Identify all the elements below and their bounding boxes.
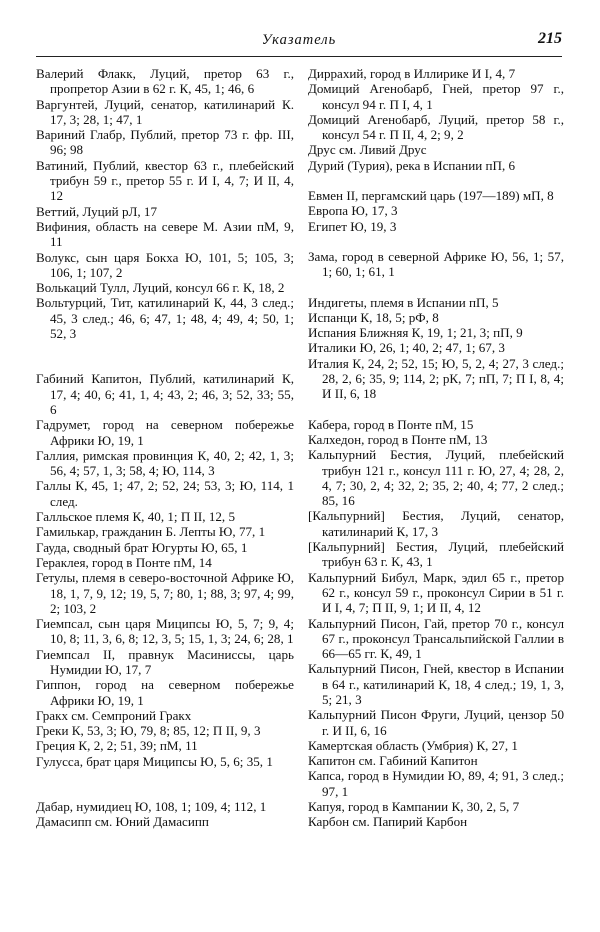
index-entry: [Кальпурний] Бестия, Луций, плебейский трибун 63 г. К, 43, 1 — [308, 539, 564, 570]
index-entry: Кальпурний Бибул, Марк, эдил 65 г., претор 62 г., консул 59 г., проконсул Сирии в 51 г. И I, 4, 7; П II, 9, 1; И II, 4, 12 — [308, 569, 564, 616]
index-entry: [Кальпурний] Бестия, Луций, сенатор, катилинарий К, 17, 3 — [308, 508, 564, 539]
index-entry: Волькаций Тулл, Луций, консул 66 г. К, 18, 2 — [36, 280, 285, 296]
index-entry: Гетулы, племя в северо-восточной Африке Ю, 18, 1, 7, 9, 12; 19, 5, 7; 80, 1; 88, 3; 97, 4; 99, 2; 103, 2 — [36, 570, 294, 616]
index-entry: Кальпурний Писон, Гай, претор 70 г., консул 67 г., проконсул Трансальпийской Галлии в 66—65 гг. К, 49, 1 — [308, 615, 564, 662]
index-entry: Габиний Капитон, Публий, катилинарий К, 17, 4; 40, 6; 41, 1, 4; 43, 2; 46, 3; 52, 33; 55, 6 — [36, 371, 294, 417]
index-entry: Европа Ю, 17, 3 — [308, 203, 398, 219]
index-entry: Греки К, 53, 3; Ю, 79, 8; 85, 12; П II, 9, 3 — [36, 723, 261, 739]
section-gap — [36, 769, 294, 799]
index-entry: Гракх см. Семпроний Гракх — [36, 707, 192, 723]
section-gap — [308, 173, 564, 188]
index-entry: Капуя, город в Кампании К, 30, 2, 5, 7 — [308, 799, 520, 815]
index-entry: Кальпурний Бестия, Луций, плебейский трибун 121 г., консул 111 г. Ю, 27, 4; 28, 2, 4, 7; 30, 2, 4; 32, 2; 35, 2; 40, 4; 77, 2 след.; 85, 16 — [308, 447, 564, 509]
index-entry: Кабера, город в Понте пМ, 15 — [308, 416, 474, 432]
index-entry: Вольтурций, Тит, катилинарий К, 44, 3 след.; 45, 3 след.; 46, 6; 47, 1; 48, 4; 49, 4; 50, 1; 52, 3 — [36, 295, 294, 342]
index-entry: Испанци К, 18, 5; рФ, 8 — [308, 309, 439, 325]
index-entry: Галльское племя К, 40, 1; П II, 12, 5 — [36, 509, 236, 525]
index-entry: Гауда, сводный брат Югурты Ю, 65, 1 — [36, 539, 248, 555]
index-entry: Вифиния, область на севере М. Азии пМ, 9, 11 — [36, 218, 294, 250]
index-entry: Зама, город в северной Африке Ю, 56, 1; 57, 1; 60, 1; 61, 1 — [308, 248, 564, 280]
index-entry: Гиемпсал II, правнук Масиниссы, царь Нумидии Ю, 17, 7 — [36, 646, 294, 677]
index-entry: Гамилькар, гражданин Б. Лепты Ю, 77, 1 — [36, 524, 266, 540]
index-entry: Валерий Флакк, Луций, претор 63 г., пропретор Азии в 62 г. К, 45, 1; 46, 6 — [36, 66, 294, 97]
section-gap — [308, 402, 564, 417]
section-gap — [308, 234, 564, 249]
index-entry: Домиций Агенобарб, Луций, претор 58 г., консул 54 г. П II, 4, 2; 9, 2 — [308, 111, 564, 143]
index-entry: Друс см. Ливий Друс — [308, 142, 427, 158]
index-entry: Гераклея, город в Понте пМ, 14 — [36, 554, 212, 570]
page-number: 215 — [538, 30, 562, 47]
index-entry: Галлия, римская провинция К, 40, 2; 42, 1, 3; 56, 4; 57, 1, 3; 58, 4; Ю, 114, 3 — [36, 447, 294, 479]
index-entry: Египет Ю, 19, 3 — [308, 218, 397, 234]
header-rule — [36, 56, 562, 57]
index-entry: Калхедон, город в Понте пМ, 13 — [308, 431, 488, 447]
index-entry: Веттий, Луций рЛ, 17 — [36, 203, 158, 219]
index-entry: Волукс, сын царя Бокха Ю, 101, 5; 105, 3; 106, 1; 107, 2 — [36, 249, 294, 280]
index-entry: Камертская область (Умбрия) К, 27, 1 — [308, 737, 518, 753]
index-entry: Капитон см. Габиний Капитон — [308, 753, 478, 769]
index-entry: Гадрумет, город на северном побережье Африки Ю, 19, 1 — [36, 417, 294, 448]
index-entry: Италия К, 24, 2; 52, 15; Ю, 5, 2, 4; 27, 3 след.; 28, 2, 6; 35, 9; 114, 2; рК, 7; пП, 7; П I, 8, 4; И II, 6, 18 — [308, 355, 564, 402]
index-entry: Галлы К, 45, 1; 47, 2; 52, 24; 53, 3; Ю, 114, 1 след. — [36, 478, 294, 509]
index-entry: Италики Ю, 26, 1; 40, 2; 47, 1; 67, 3 — [308, 340, 505, 356]
running-header — [36, 30, 562, 52]
section-gap — [36, 341, 294, 371]
index-entry: Вариний Глабр, Публий, претор 73 г. фр. III, 96; 98 — [36, 127, 294, 158]
index-entry: Варгунтей, Луций, сенатор, катилинарий К. 17, 3; 28, 1; 47, 1 — [36, 96, 294, 127]
index-entry: Евмен II, пергамский царь (197—189) мП, 8 — [308, 188, 554, 204]
index-entry: Гиемпсал, сын царя Миципсы Ю, 5, 7; 9, 4; 10, 8; 11, 3, 6, 8; 12, 3, 5; 15, 1, 3; 24, 6; 28, 1 — [36, 616, 294, 647]
index-entry: Домиций Агенобарб, Гней, претор 97 г., консул 94 г. П I, 4, 1 — [308, 81, 564, 112]
left-index-column — [36, 66, 294, 830]
index-entry: Индигеты, племя в Испании пП, 5 — [308, 294, 499, 310]
index-entry: Гулусса, брат царя Миципсы Ю, 5, 6; 35, 1 — [36, 753, 273, 769]
index-entry: Дамасипп см. Юний Дамасипп — [36, 814, 209, 830]
index-entry: Карбон см. Папирий Карбон — [308, 814, 468, 830]
index-entry: Кальпурний Писон, Гней, квестор в Испании в 64 г., катилинарий К, 18, 4 след.; 19, 1, 3, 5; 21, 3 — [308, 661, 564, 707]
index-entry: Испания Ближняя К, 19, 1; 21, 3; пП, 9 — [308, 325, 523, 341]
section-gap — [308, 280, 564, 295]
index-entry: Греция К, 2, 2; 51, 39; пМ, 11 — [36, 738, 198, 754]
index-entry: Капса, город в Нумидии Ю, 89, 4; 91, 3 след.; 97, 1 — [308, 768, 564, 799]
index-entry: Диррахий, город в Иллирике И I, 4, 7 — [308, 66, 516, 81]
index-entry: Гиппон, город на северном побережье Африки Ю, 19, 1 — [36, 677, 294, 708]
right-index-column — [308, 66, 564, 830]
index-entry: Кальпурний Писон Фруги, Луций, цензор 50 г. И II, 6, 16 — [308, 707, 564, 738]
index-entry: Дабар, нумидиец Ю, 108, 1; 109, 4; 112, 1 — [36, 799, 267, 815]
index-entry: Дурий (Турия), река в Испании пП, 6 — [308, 157, 516, 173]
running-title: Указатель — [261, 32, 337, 48]
index-entry: Ватиний, Публий, квестор 63 г., плебейский трибун 59 г., претор 55 г. И I, 4, 7; И II, 4, 12 — [36, 157, 294, 204]
